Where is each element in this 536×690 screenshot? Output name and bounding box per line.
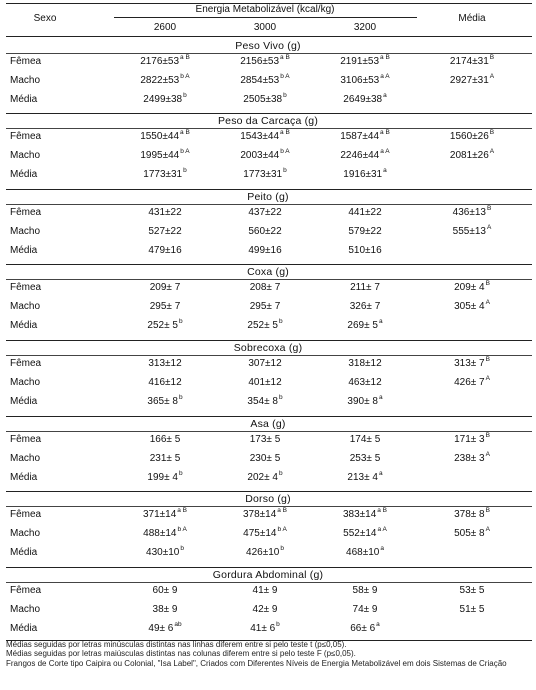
table-cell (454, 374, 490, 389)
significance-letters: A (489, 72, 495, 80)
cell-value: 468±10 (346, 547, 380, 558)
header-media: Média (458, 13, 486, 24)
cell-value: 51± 5 (459, 604, 485, 615)
row-label: Fêmea (10, 509, 42, 520)
row-label: Média (10, 94, 38, 105)
cell-value: 499±16 (248, 245, 282, 256)
table-cell (350, 434, 381, 446)
cell-value: 211± 7 (350, 282, 380, 293)
cell-value: 378± 8 (454, 509, 485, 520)
cell-value: 430±10 (146, 547, 180, 558)
row-label: Média (10, 169, 38, 180)
footnotes (6, 640, 534, 668)
table-cell (348, 207, 381, 219)
header-level-3000: 3000 (253, 22, 277, 33)
significance-letters: B (489, 128, 495, 136)
section-title-rule (6, 128, 532, 129)
cell-value: 49± 6 (148, 623, 174, 634)
significance-letters: b (283, 91, 287, 99)
table-cell (353, 604, 378, 616)
cell-value: 2854±53 (240, 75, 280, 86)
table-cell (454, 298, 490, 313)
cell-value: 231± 5 (149, 453, 181, 464)
table-cell (248, 358, 281, 370)
cell-value: 2505±38 (243, 94, 283, 105)
table-cell (140, 53, 190, 68)
section-bottom-rule (6, 340, 532, 341)
cell-value: 2246±44 (340, 150, 380, 161)
table-cell (342, 506, 388, 521)
table-cell (147, 393, 183, 408)
table-cell (340, 53, 390, 68)
cell-value: 1916±31 (343, 169, 383, 180)
table-cell (347, 469, 383, 484)
cell-value: 53± 5 (459, 585, 485, 596)
row-label: Fêmea (10, 56, 42, 67)
section-title-rule (6, 355, 532, 356)
section-title-rule (6, 204, 532, 205)
cell-value: 2927±31 (449, 75, 489, 86)
table-cell (146, 544, 184, 559)
table-cell (148, 207, 181, 219)
cell-value: 1773±31 (243, 169, 283, 180)
cell-value: 2191±53 (340, 56, 380, 67)
row-label: Macho (10, 301, 41, 312)
cell-value: 174± 5 (349, 434, 381, 445)
cell-value: 365± 8 (147, 396, 178, 407)
table-cell (346, 544, 384, 559)
significance-letters: a B (377, 506, 388, 514)
table-cell (148, 620, 182, 635)
cell-value: 60± 9 (152, 585, 178, 596)
header-sexo: Sexo (33, 13, 57, 24)
table-cell (348, 358, 381, 370)
cell-value: 38± 9 (152, 604, 178, 615)
table-cell (248, 207, 281, 219)
table-cell (348, 377, 381, 389)
cell-value: 383±14 (342, 509, 377, 520)
significance-letters: B (485, 506, 490, 514)
significance-letters: b (283, 166, 287, 174)
table-cell (343, 525, 387, 540)
cell-value: 202± 4 (247, 472, 278, 483)
cell-value: 426± 7 (454, 377, 485, 388)
table-cell (240, 128, 290, 143)
header-level-3200: 3200 (353, 22, 377, 33)
cell-value: 3106±53 (340, 75, 380, 86)
section-title: Gordura Abdominal (g) (212, 569, 324, 581)
significance-letters: b A (277, 525, 287, 533)
table-cell (140, 72, 190, 87)
cell-value: 199± 4 (147, 472, 178, 483)
significance-letters: a B (177, 506, 188, 514)
cell-value: 1560±26 (449, 131, 489, 142)
table-cell (147, 469, 183, 484)
table-cell (348, 245, 381, 257)
header-level-2600: 2600 (153, 22, 177, 33)
table-cell (449, 72, 495, 87)
row-label: Média (10, 245, 38, 256)
significance-letters: b (178, 393, 183, 401)
row-label: Macho (10, 150, 41, 161)
header-bottom-rule (6, 36, 532, 37)
section-title: Peso da Carcaça (g) (217, 115, 319, 127)
cell-value: 252± 5 (147, 320, 178, 331)
cell-value: 307±12 (248, 358, 282, 369)
cell-value: 555±13 (452, 226, 486, 237)
table-cell (350, 620, 380, 635)
significance-letters: b A (180, 72, 190, 80)
table-cell (243, 525, 287, 540)
significance-letters: a B (280, 53, 290, 61)
table-cell (348, 226, 381, 238)
section-bottom-rule (6, 189, 532, 190)
table-cell (452, 204, 492, 219)
table-cell (454, 450, 490, 465)
cell-value: 42± 9 (252, 604, 278, 615)
significance-letters: B (485, 355, 490, 363)
cell-value: 2003±44 (240, 150, 280, 161)
row-label: Média (10, 396, 38, 407)
cell-value: 41± 9 (252, 585, 278, 596)
table-cell (243, 91, 287, 106)
table-cell (143, 525, 187, 540)
table-cell (250, 453, 281, 465)
section-title-rule (6, 506, 532, 507)
table-cell (240, 53, 290, 68)
table-cell (247, 469, 283, 484)
table-cell (242, 506, 288, 521)
significance-letters: a A (377, 525, 387, 533)
section-title: Dorso (g) (245, 493, 291, 505)
significance-letters: b (276, 620, 280, 628)
cell-value: 305± 4 (454, 301, 485, 312)
cell-value: 66± 6 (350, 623, 376, 634)
row-label: Média (10, 547, 38, 558)
table-cell (240, 72, 290, 87)
table-cell (150, 434, 181, 446)
footnote-3: Frangos de Corte tipo Caipira ou Colonial, "Isa Label", Criados com Diferentes Níveis de Energia Metabolizável em dois Sistemas de Criação (6, 658, 507, 668)
row-label: Macho (10, 453, 41, 464)
significance-letters: b (278, 393, 283, 401)
table-cell (350, 453, 381, 465)
table-cell (350, 282, 380, 294)
cell-value: 2174±31 (449, 56, 489, 67)
cell-value: 209± 7 (149, 282, 181, 293)
table-cell (454, 506, 490, 521)
row-label: Macho (10, 528, 41, 539)
cell-value: 579±22 (348, 226, 382, 237)
cell-value: 1543±44 (240, 131, 280, 142)
cell-value: 431±22 (148, 207, 182, 218)
significance-letters: a B (180, 53, 190, 61)
cell-value: 2176±53 (140, 56, 180, 67)
significance-letters: a (378, 469, 383, 477)
significance-letters: b A (280, 72, 290, 80)
cell-value: 58± 9 (352, 585, 378, 596)
section-bottom-rule (6, 567, 532, 568)
significance-letters: a (378, 317, 383, 325)
table-cell (452, 223, 492, 238)
cell-value: 390± 8 (347, 396, 378, 407)
section-title: Asa (g) (250, 418, 286, 430)
section-bottom-rule (6, 113, 532, 114)
significance-letters: b A (180, 147, 190, 155)
table-cell (350, 301, 381, 313)
table-cell (142, 506, 188, 521)
cell-value: 253± 5 (349, 453, 381, 464)
significance-letters: B (485, 431, 490, 439)
significance-letters: b (183, 166, 187, 174)
significance-letters: A (485, 374, 490, 382)
significance-letters: b (278, 469, 283, 477)
table-cell (246, 544, 284, 559)
table-cell (243, 166, 287, 181)
table-cell (150, 453, 181, 465)
table-cell (153, 585, 178, 597)
table-cell (253, 604, 278, 616)
header-energia: Energia Metabolizável (kcal/kg) (195, 4, 335, 15)
section-title-rule (6, 53, 532, 54)
section-title: Coxa (g) (247, 266, 289, 278)
table-cell (250, 434, 281, 446)
significance-letters: b (178, 317, 183, 325)
cell-value: 479±16 (148, 245, 182, 256)
section-title: Peito (g) (247, 191, 289, 203)
section-title-rule (6, 431, 532, 432)
table-cell (143, 91, 187, 106)
cell-value: 41± 6 (250, 623, 276, 634)
significance-letters: b (280, 544, 284, 552)
section-bottom-rule (6, 416, 532, 417)
significance-letters: a (380, 544, 384, 552)
row-label: Macho (10, 604, 41, 615)
footnote-2: Médias seguidas por letras maiúsculas distintas nas colunas diferem entre si pelo teste F (p≤0,05). (6, 649, 356, 659)
significance-letters: A (485, 298, 490, 306)
cell-value: 1550±44 (140, 131, 180, 142)
significance-letters: b A (280, 147, 290, 155)
cell-value: 313± 7 (454, 358, 485, 369)
cell-value: 2156±53 (240, 56, 280, 67)
table-cell (240, 147, 290, 162)
cell-value: 510±16 (348, 245, 382, 256)
table-cell (340, 128, 390, 143)
section-bottom-rule (6, 264, 532, 265)
row-label: Macho (10, 377, 41, 388)
cell-value: 436±13 (452, 207, 486, 218)
significance-letters: b (178, 469, 183, 477)
row-label: Macho (10, 226, 41, 237)
cell-value: 213± 4 (347, 472, 378, 483)
row-label: Média (10, 320, 38, 331)
table-cell (150, 282, 181, 294)
row-label: Fêmea (10, 434, 42, 445)
cell-value: 401±12 (248, 377, 282, 388)
table-cell (449, 147, 495, 162)
table-cell (449, 128, 495, 143)
table-cell (353, 585, 378, 597)
section-title-rule (6, 582, 532, 583)
significance-letters: A (486, 223, 492, 231)
section-title: Peso Vivo (g) (235, 40, 301, 52)
table-cell (247, 317, 283, 332)
table-cell (247, 393, 283, 408)
table-cell (340, 72, 390, 87)
table-cell (454, 279, 490, 294)
row-label: Média (10, 623, 38, 634)
row-label: Fêmea (10, 585, 42, 596)
significance-letters: a A (380, 72, 390, 80)
significance-letters: a B (380, 53, 390, 61)
significance-letters: a (378, 393, 383, 401)
table-cell (340, 147, 390, 162)
table-cell (143, 166, 187, 181)
significance-letters: B (485, 279, 490, 287)
table-cell (148, 358, 181, 370)
cell-value: 171± 3 (454, 434, 485, 445)
cell-value: 2649±38 (343, 94, 383, 105)
table-cell (343, 91, 387, 106)
significance-letters: B (486, 204, 492, 212)
table-cell (250, 282, 281, 294)
table-cell (454, 355, 490, 370)
cell-value: 208± 7 (249, 282, 281, 293)
row-label: Média (10, 472, 38, 483)
footnote-1: Médias seguidas por letras minúsculas distintas nas linhas diferem entre si pelo teste t (p≤0,05). (6, 640, 347, 649)
table-cell (454, 431, 490, 446)
significance-letters: B (489, 53, 495, 61)
table-cell (148, 226, 181, 238)
cell-value: 416±12 (148, 377, 182, 388)
cell-value: 295± 7 (149, 301, 181, 312)
header-energia-rule (114, 17, 417, 18)
section-title: Sobrecoxa (g) (233, 342, 303, 354)
table-cell (140, 147, 190, 162)
significance-letters: a A (380, 147, 390, 155)
cell-value: 1587±44 (340, 131, 380, 142)
significance-letters: a B (380, 128, 390, 136)
table-cell (153, 604, 178, 616)
cell-value: 295± 7 (249, 301, 281, 312)
significance-letters: b (278, 317, 283, 325)
row-label: Fêmea (10, 207, 42, 218)
cell-value: 1773±31 (143, 169, 183, 180)
cell-value: 173± 5 (249, 434, 281, 445)
cell-value: 552±14 (343, 528, 377, 539)
table-cell (147, 317, 183, 332)
table-cell (253, 585, 278, 597)
significance-letters: A (485, 525, 490, 533)
significance-letters: A (485, 450, 490, 458)
cell-value: 488±14 (143, 528, 177, 539)
section-bottom-rule (6, 491, 532, 492)
significance-letters: a (383, 91, 387, 99)
significance-letters: a B (280, 128, 290, 136)
cell-value: 74± 9 (352, 604, 378, 615)
significance-letters: a (376, 620, 380, 628)
significance-letters: b (183, 91, 187, 99)
cell-value: 475±14 (243, 528, 277, 539)
section-title-rule (6, 279, 532, 280)
table-cell (148, 245, 181, 257)
cell-value: 560±22 (248, 226, 282, 237)
cell-value: 463±12 (348, 377, 382, 388)
table-cell (347, 317, 383, 332)
table-cell (449, 53, 495, 68)
significance-letters: A (489, 147, 495, 155)
row-label: Fêmea (10, 282, 42, 293)
significance-letters: b A (177, 525, 187, 533)
cell-value: 1995±44 (140, 150, 180, 161)
table-cell (343, 166, 387, 181)
table-cell (140, 128, 190, 143)
cell-value: 2081±26 (449, 150, 489, 161)
cell-value: 441±22 (348, 207, 382, 218)
significance-letters: a B (180, 128, 190, 136)
cell-value: 371±14 (142, 509, 177, 520)
cell-value: 209± 4 (454, 282, 485, 293)
cell-value: 426±10 (246, 547, 280, 558)
cell-value: 238± 3 (454, 453, 485, 464)
table-cell (460, 604, 485, 616)
significance-letters: a B (277, 506, 288, 514)
cell-value: 313±12 (148, 358, 182, 369)
table-cell (250, 301, 281, 313)
table-cell (148, 377, 181, 389)
cell-value: 269± 5 (347, 320, 378, 331)
cell-value: 166± 5 (149, 434, 181, 445)
row-label: Macho (10, 75, 41, 86)
table-cell (460, 585, 485, 597)
row-label: Fêmea (10, 358, 42, 369)
cell-value: 2499±38 (143, 94, 183, 105)
cell-value: 318±12 (348, 358, 382, 369)
table-cell (150, 301, 181, 313)
cell-value: 505± 8 (454, 528, 485, 539)
significance-letters: a (383, 166, 387, 174)
table-cell (248, 377, 281, 389)
cell-value: 354± 8 (247, 396, 278, 407)
cell-value: 2822±53 (140, 75, 180, 86)
significance-letters: b (180, 544, 184, 552)
cell-value: 378±14 (242, 509, 277, 520)
table-cell (347, 393, 383, 408)
cell-value: 326± 7 (349, 301, 381, 312)
table-cell (248, 226, 281, 238)
table-cell (248, 245, 281, 257)
cell-value: 252± 5 (247, 320, 278, 331)
cell-value: 230± 5 (249, 453, 281, 464)
table-cell (250, 620, 280, 635)
cell-value: 527±22 (148, 226, 182, 237)
table-cell (454, 525, 490, 540)
row-label: Fêmea (10, 131, 42, 142)
significance-letters: ab (174, 620, 182, 628)
cell-value: 437±22 (248, 207, 282, 218)
